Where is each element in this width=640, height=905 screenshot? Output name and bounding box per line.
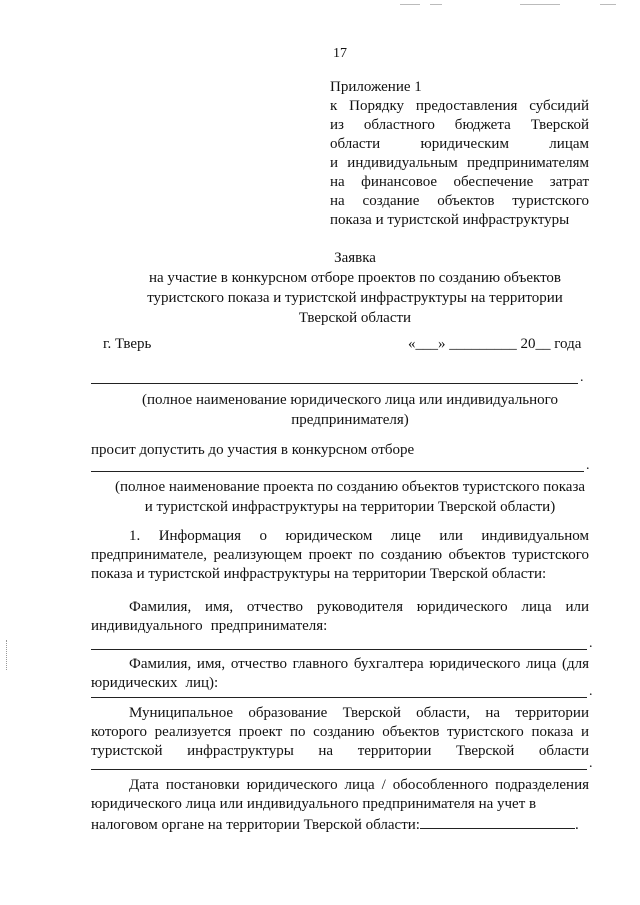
field-line: которого реализуется проект по созданию объектов туристского показа и: [91, 724, 589, 740]
accountant-name-field[interactable]: [91, 697, 587, 698]
appendix-line: из областного бюджета Тверской: [330, 117, 589, 133]
field-line: Фамилия, имя, отчество руководителя юридического лица или: [129, 599, 589, 615]
field-word: индивидуального: [91, 618, 203, 634]
registration-date-field[interactable]: [420, 814, 575, 829]
project-name-field[interactable]: [91, 471, 584, 472]
field-word: предпринимателя:: [210, 618, 328, 634]
note-line: и туристской инфраструктуры на территории Тверской области): [144, 499, 556, 515]
appendix-block: [330, 78, 589, 230]
municipal-field[interactable]: [91, 769, 587, 770]
appendix-line: Приложение 1: [330, 79, 422, 95]
head-name-field[interactable]: [91, 649, 587, 650]
note-line: (полное наименование юридического лица или индивидуального: [142, 392, 558, 408]
field-line: юридического лица или индивидуального предпринимателя на учет в: [91, 796, 537, 812]
applicant-name-field[interactable]: [91, 383, 578, 384]
appendix-line: области юридическим лицам: [330, 136, 589, 152]
applicant-note: [100, 390, 600, 430]
appendix-line: к Порядку предоставления субсидий: [330, 98, 589, 114]
title-line: Тверской области: [298, 310, 412, 326]
scan-artifact-top: [400, 2, 630, 8]
field-word: лиц):: [185, 675, 219, 691]
project-note: [100, 477, 600, 517]
field-head-label: [91, 598, 589, 636]
section-line: предпринимателе, реализующем проект по созданию объектов туристского: [91, 547, 589, 563]
field-line: Муниципальное образование Тверской области, на территории: [129, 705, 589, 721]
punctuation-dot: .: [574, 817, 579, 833]
field-word: юридических: [91, 675, 178, 691]
title-heading: Заявка: [334, 250, 376, 266]
appendix-line: на создание объектов туристского: [330, 193, 589, 209]
scan-artifact-margin: [6, 640, 9, 670]
field-line: Фамилия, имя, отчество главного бухгалтера юридического лица (для: [129, 656, 589, 672]
field-accountant-label: [91, 655, 589, 693]
request-text: просит допустить до участия в конкурсном отборе: [91, 442, 415, 458]
field-line: [91, 674, 589, 693]
field-line: [91, 617, 589, 636]
punctuation-dot: .: [580, 370, 584, 385]
place-label: г. Тверь: [103, 336, 152, 352]
field-municipal-label: [91, 704, 589, 761]
section-line: 1. Информация о юридическом лице или индивидуальном: [129, 528, 589, 544]
note-line: предпринимателя): [291, 412, 409, 428]
punctuation-dot: .: [589, 636, 593, 651]
section-1-info: [91, 527, 589, 584]
field-registration-label: [91, 776, 589, 835]
field-word: налоговом органе на территории Тверской области:: [91, 817, 420, 833]
section-line: показа и туристской инфраструктуры на территории Тверской области:: [91, 566, 547, 582]
document-title: [120, 248, 590, 328]
appendix-line: показа и туристской инфраструктуры: [330, 212, 570, 228]
appendix-line: на финансовое обеспечение затрат: [330, 174, 589, 190]
date-line: «___» _________ 20__ года: [408, 336, 582, 352]
field-line: туристской инфраструктуры на территории Тверской области: [91, 743, 589, 759]
punctuation-dot: .: [586, 458, 590, 473]
punctuation-dot: .: [589, 756, 593, 771]
title-line: на участие в конкурсном отборе проектов по созданию объектов: [148, 270, 562, 286]
punctuation-dot: .: [589, 684, 593, 699]
title-line: туристского показа и туристской инфраструктуры на территории: [147, 290, 563, 306]
page-number: 17: [333, 46, 347, 61]
note-line: (полное наименование проекта по созданию объектов туристского показа: [114, 479, 586, 495]
field-line: [91, 814, 589, 835]
appendix-line: и индивидуальным предпринимателям: [330, 155, 589, 171]
field-line: Дата постановки юридического лица / обособленного подразделения: [129, 777, 589, 793]
